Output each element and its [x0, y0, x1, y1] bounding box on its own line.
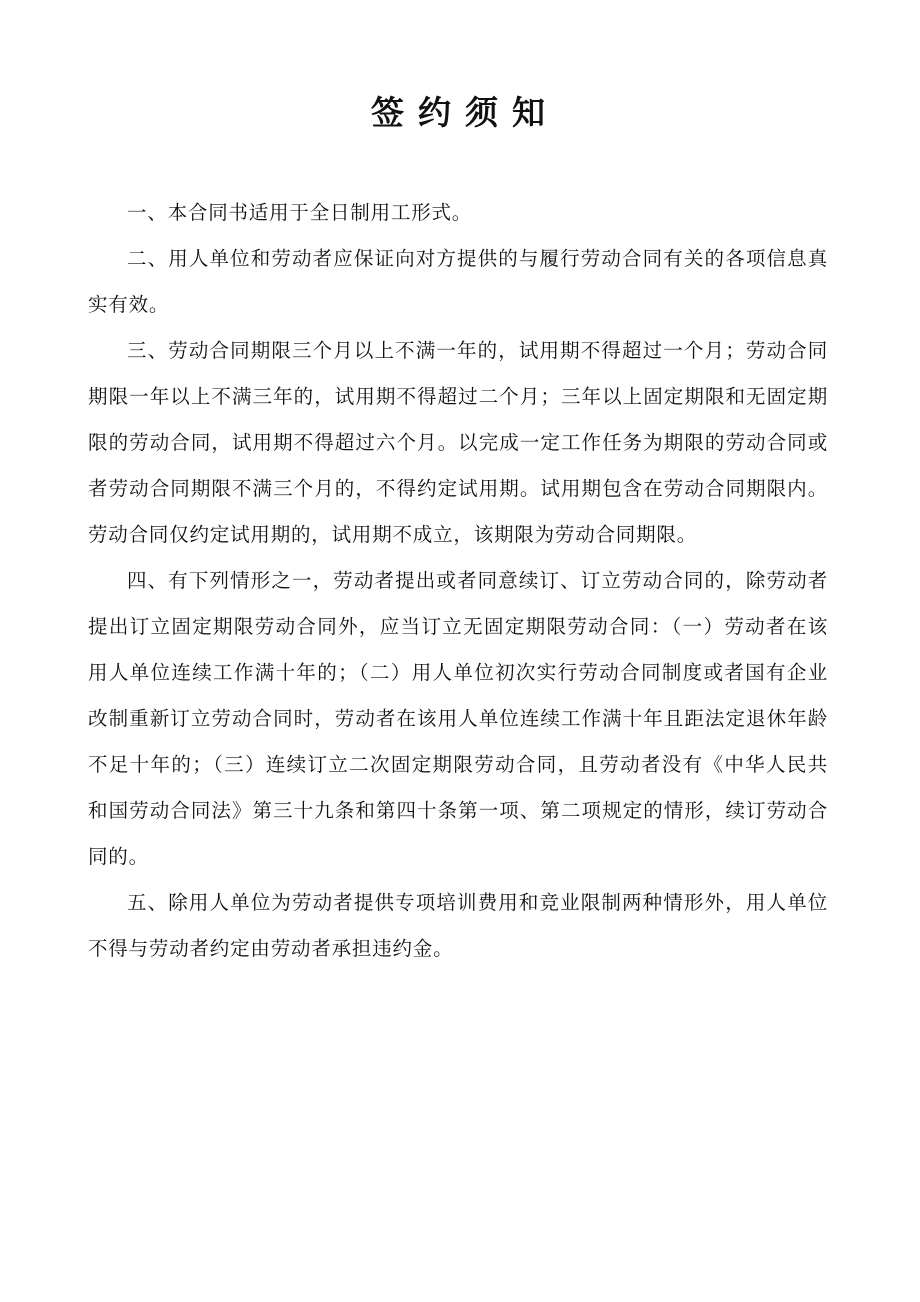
document-title: 签约须知	[371, 93, 559, 132]
clause-4: 四、有下列情形之一，劳动者提出或者同意续订、订立劳动合同的，除劳动者提出订立固定期限劳动合同外，应当订立无固定期限劳动合同：（一）劳动者在该用人单位连续工作满十年的；（二）用人单位初次实行劳动合同制度或者国有企业改制重新订立劳动合同时，劳动者在该用人单位连续工作满十年且距法定退休年龄不足十年的；（三）连续订立二次固定期限劳动合同，且劳动者没有《中华人民共和国劳动合同法》第三十九条和第四十条第一项、第二项规定的情形，续订劳动合同的。	[88, 569, 828, 868]
clause-5: 五、除用人单位为劳动者提供专项培训费用和竞业限制两种情形外，用人单位不得与劳动者约定由劳动者承担违约金。	[88, 891, 828, 960]
clause-2: 二、用人单位和劳动者应保证向对方提供的与履行劳动合同有关的各项信息真实有效。	[88, 247, 828, 316]
document-body	[88, 190, 828, 972]
clause-3: 三、劳动合同期限三个月以上不满一年的，试用期不得超过一个月；劳动合同期限一年以上不满三年的，试用期不得超过二个月；三年以上固定期限和无固定期限的劳动合同，试用期不得超过六个月。以完成一定工作任务为期限的劳动合同或者劳动合同期限不满三个月的，不得约定试用期。试用期包含在劳动合同期限内。劳动合同仅约定试用期的，试用期不成立，该期限为劳动合同期限。	[88, 339, 828, 546]
clause-1: 一、本合同书适用于全日制用工形式。	[127, 201, 473, 224]
